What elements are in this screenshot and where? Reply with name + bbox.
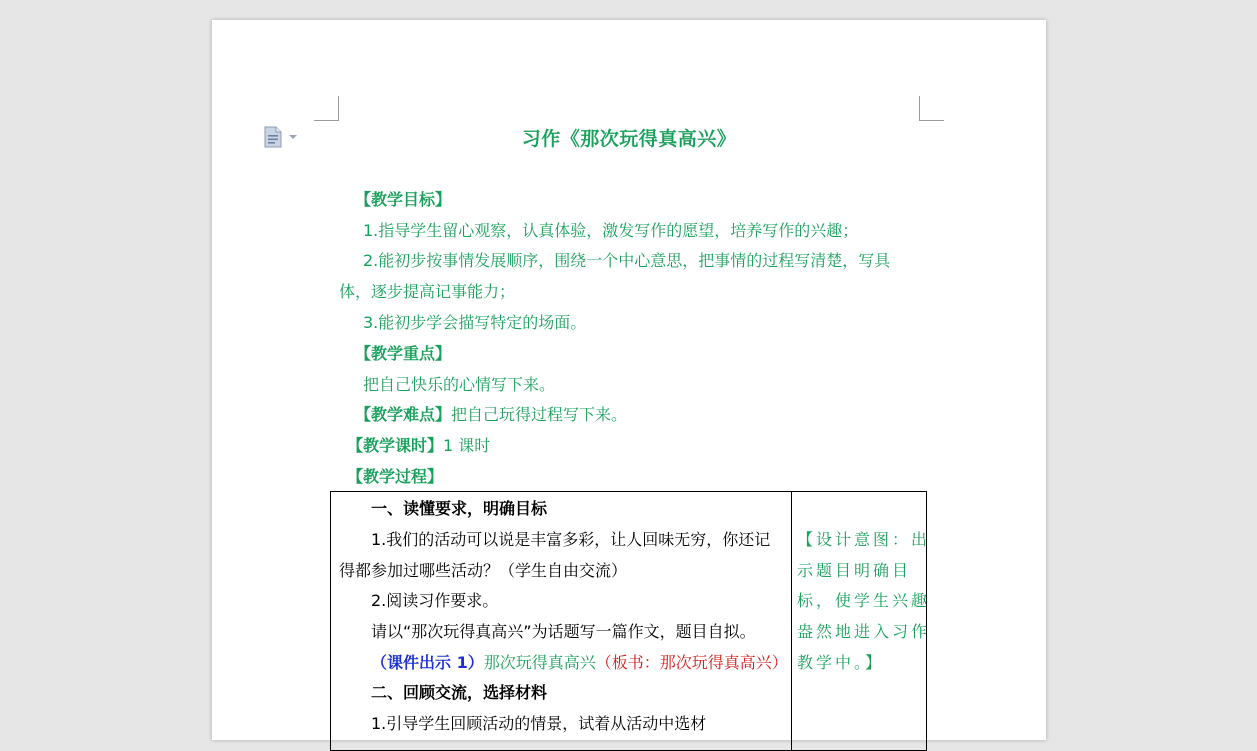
question-2-text: 请以“那次玩得真高兴”为话题写一篇作文，题目自拟。 xyxy=(371,622,756,641)
document-page xyxy=(212,20,1046,740)
objective-1: 1.指导学生留心观察，认真体验，激发写作的愿望，培养写作的兴趣； xyxy=(363,221,859,240)
question-1-line-2: 得都参加过哪些活动？（学生自由交流） xyxy=(339,561,628,580)
objective-3: 3.能初步学会描写特定的场面。 xyxy=(363,313,587,332)
design-intent-line-3: 标，使学生兴趣 xyxy=(797,591,931,610)
section-2-heading: 二、回顾交流，选择材料 xyxy=(371,683,548,702)
question-1-line-1: 1.我们的活动可以说是丰富多彩，让人回味无穷，你还记 xyxy=(371,530,771,549)
difficulty-heading: 【教学难点】 xyxy=(355,405,452,424)
courseware-label: （课件出示 1） xyxy=(371,653,484,672)
table-column-divider xyxy=(791,492,792,750)
difficulty-line xyxy=(355,404,627,426)
courseware-line xyxy=(371,652,788,674)
courseware-text: 那次玩得真高兴 xyxy=(483,653,596,672)
document-title: 习作《那次玩得真高兴》 xyxy=(521,128,737,150)
objectives-heading: 【教学目标】 xyxy=(355,190,452,209)
margin-corner-top-left xyxy=(314,96,339,121)
board-note: （板书：那次玩得真高兴） xyxy=(595,653,788,672)
difficulty-text: 把自己玩得过程写下来。 xyxy=(451,405,628,424)
section-2-line-1: 1.引导学生回顾活动的情景，试着从活动中选材 xyxy=(371,714,707,733)
design-intent-line-1: 【设计意图：出 xyxy=(797,530,931,549)
key-point-text: 把自己快乐的心情写下来。 xyxy=(363,375,556,394)
design-intent-line-2: 示题目明确目 xyxy=(797,561,912,580)
lesson-process-table xyxy=(330,491,931,751)
design-intent-line-5: 教学中。】 xyxy=(797,653,885,672)
hours-heading: 【教学课时】 xyxy=(347,436,444,455)
section-1-heading: 一、读懂要求，明确目标 xyxy=(371,499,548,518)
objective-2-line-1: 2.能初步按事情发展顺序，围绕一个中心意思，把事情的过程写清楚，写具 xyxy=(363,251,891,270)
hours-text: 1 课时 xyxy=(443,436,491,455)
objective-2-line-2: 体，逐步提高记事能力； xyxy=(339,282,516,301)
question-2: 2.阅读习作要求。 xyxy=(371,591,499,610)
key-point-heading: 【教学重点】 xyxy=(355,344,452,363)
margin-corner-top-right xyxy=(919,96,944,121)
process-heading: 【教学过程】 xyxy=(347,467,444,486)
hours-line xyxy=(347,435,490,457)
design-intent-line-4: 盎然地进入习作 xyxy=(797,622,931,641)
